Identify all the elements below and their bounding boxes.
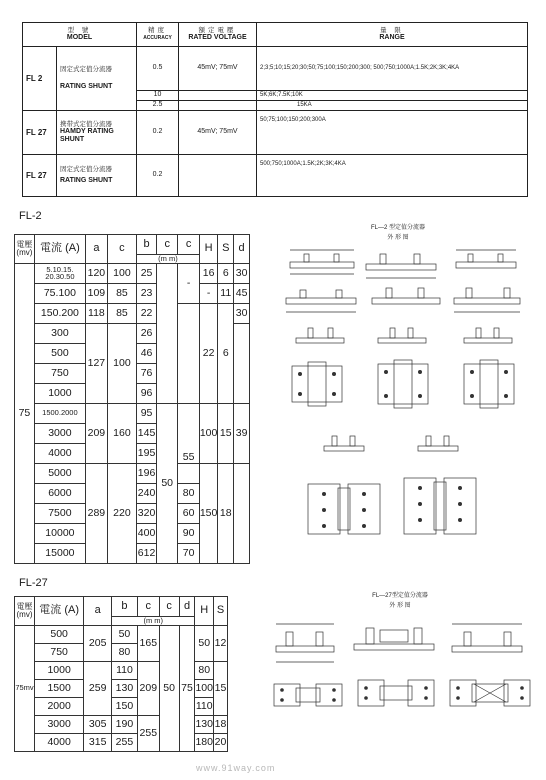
- fl2-h-current: 電流 (A): [34, 235, 85, 264]
- fl27-voltage: 45mV; 75mV: [179, 111, 257, 155]
- fl27-S-cell: 15: [213, 661, 227, 715]
- fl2-c-cell: 100: [107, 263, 136, 283]
- fl2-model: FL 2: [23, 47, 57, 111]
- fl27-S-cell: 18: [213, 715, 227, 733]
- fl2-S-cell: 18: [218, 463, 234, 563]
- fl27-h-d: d: [179, 597, 195, 617]
- fl27-h-c: c: [137, 597, 159, 617]
- fl27-h-c1: c: [159, 597, 179, 617]
- fl27-a-cell: 259: [84, 661, 112, 715]
- fl2-c2-cell: -: [178, 263, 199, 303]
- model-header: [23, 23, 137, 47]
- fl2-name-cn: 固定式定值分流器: [60, 65, 112, 73]
- fl2-current-cell: 500: [34, 343, 85, 363]
- fl27-b-cell: 190: [112, 715, 138, 733]
- fl27-h-current: 電流 (A): [34, 597, 83, 626]
- fl27-range: 50;75;100;150;200;300A: [257, 111, 528, 155]
- fl2-h-c2: c: [178, 235, 199, 255]
- fl2-current-cell: 5.10.15. 20.30.50: [34, 263, 85, 283]
- fl27-name-en: HAMDY RATING SHUNT: [60, 128, 114, 144]
- fl2-accuracy-3: 2.5: [137, 101, 179, 111]
- fl2-c2-cell: 70: [178, 543, 199, 563]
- fl2-current-cell: 300: [34, 323, 85, 343]
- fl27-a-cell: 205: [84, 625, 112, 661]
- fl2-c1-cell: 50: [156, 403, 177, 563]
- fl27-h-voltage: 電壓 (mv): [15, 597, 35, 626]
- fl2-a-cell: 120: [86, 263, 108, 283]
- fl27-current-cell: 750: [34, 643, 83, 661]
- fl27-current-cell: 1000: [34, 661, 83, 679]
- fl2-d-cell: [234, 323, 250, 403]
- fl2-b-cell: 196: [137, 463, 157, 483]
- fl2-h-b: b: [137, 235, 157, 255]
- fl2-c-cell: 85: [107, 283, 136, 303]
- voltage-header: [179, 23, 257, 47]
- fl2-current-cell: 4000: [34, 443, 85, 463]
- fl27-name: [57, 111, 137, 155]
- fl2-h-a: a: [86, 235, 108, 264]
- fl2-a-cell: 289: [86, 463, 108, 563]
- fl2-H-cell: 150: [199, 463, 218, 563]
- fl2-c2-cell: 60: [178, 503, 199, 523]
- accuracy-header-en: ACCURACY: [143, 35, 172, 42]
- fl2-current-cell: 75.100: [34, 283, 85, 303]
- fl27-H-cell: 110: [195, 697, 214, 715]
- watermark-text: www.91way.com: [196, 763, 276, 773]
- fl2-d-cell: 30: [234, 303, 250, 323]
- fl2-outline-drawings: [268, 216, 536, 536]
- fl2-range-2: 5K;6K;7.5K;10K: [257, 91, 528, 101]
- fl2-b-cell: 320: [137, 503, 157, 523]
- fl2-figure-subtitle: 外 形 图: [387, 235, 409, 241]
- fl27-H-cell: 50: [195, 625, 214, 661]
- fl2-range-3: 15KA: [257, 101, 528, 111]
- fl27-model: FL 27: [23, 111, 57, 155]
- range-header-en: RANGE: [379, 34, 405, 42]
- fl2-b-cell: 23: [137, 283, 157, 303]
- fl2-h-d: d: [234, 235, 250, 264]
- voltage-header-cn: 額定電壓: [198, 26, 237, 34]
- fl2-h-S: S: [218, 235, 234, 264]
- fl2-a-cell: 109: [86, 283, 108, 303]
- fl27-b-cell: 80: [112, 643, 138, 661]
- fl2-c2-cell: 55: [178, 403, 199, 463]
- fl2-voltage-cell: 75: [15, 263, 35, 563]
- fl2-current-cell: 5000: [34, 463, 85, 483]
- fl27-unit: (m m): [112, 617, 195, 626]
- fl27-current-cell: 2000: [34, 697, 83, 715]
- fl2-voltage-2: [179, 91, 257, 101]
- fl2-current-cell: 15000: [34, 543, 85, 563]
- model-header-cn: 型 號: [67, 26, 92, 34]
- accuracy-header: [137, 23, 179, 47]
- fl2-b-cell: 195: [137, 443, 157, 463]
- fl2-c2-cell: 80: [178, 483, 199, 503]
- fl2-c2-cell: [178, 303, 199, 403]
- fl2-current-cell: 1500.2000: [34, 403, 85, 423]
- fl27-b-cell: 130: [112, 679, 138, 697]
- fl27-c-cell: 165: [137, 625, 159, 661]
- fl27-current-cell: 500: [34, 625, 83, 643]
- fl2-h-c: c: [107, 235, 136, 264]
- fl27-drawings-svg: [262, 584, 540, 734]
- fl27-accuracy: 0.2: [137, 111, 179, 155]
- fl27-H-cell: 180: [195, 733, 214, 751]
- fl2-H-cell: -: [199, 283, 218, 303]
- fl27-b-cell: 150: [112, 697, 138, 715]
- fl2-d-cell: 39: [234, 403, 250, 463]
- fl2-c-cell: 85: [107, 303, 136, 323]
- fl2-S-cell: 6: [218, 263, 234, 283]
- fl2-d-cell: 30: [234, 263, 250, 283]
- fl27-current-cell: 4000: [34, 733, 83, 751]
- fl2-H-cell: 100: [199, 403, 218, 463]
- fl27b-name-en: RATING SHUNT: [60, 177, 113, 185]
- fl27b-accuracy: 0.2: [137, 155, 179, 197]
- fl2-b-cell: 25: [137, 263, 157, 283]
- range-header-cn: 量 限: [380, 26, 404, 34]
- fl2-c-cell: 100: [107, 323, 136, 403]
- fl27-dimension-table: [14, 596, 228, 752]
- fl2-accuracy-2: 10: [137, 91, 179, 101]
- accuracy-header-cn: 精度: [148, 26, 167, 34]
- fl27-voltage-cell: 75mv: [15, 625, 35, 751]
- fl27-a-cell: 305: [84, 715, 112, 733]
- fl2-c1-cell: [156, 263, 177, 403]
- fl2-drawings-svg: [268, 216, 536, 536]
- fl27b-range: 500;750;1000A;1.5K;2K;3K;4KA: [257, 155, 528, 197]
- fl2-b-cell: 95: [137, 403, 157, 423]
- fl2-c-cell: 160: [107, 403, 136, 463]
- fl2-S-cell: 15: [218, 403, 234, 463]
- fl27-b-cell: 50: [112, 625, 138, 643]
- fl2-d-cell: 45: [234, 283, 250, 303]
- fl27-h-a: a: [84, 597, 112, 626]
- fl27-name-cn: 携带式定值分流器: [60, 120, 112, 128]
- fl2-name-en: RATING SHUNT: [60, 83, 113, 91]
- spec-table: [22, 22, 528, 197]
- fl2-h-H: H: [199, 235, 218, 264]
- fl2-unit: (m m): [137, 255, 200, 264]
- voltage-header-en: RATED VOLTAGE: [188, 34, 247, 42]
- fl2-b-cell: 76: [137, 363, 157, 383]
- fl27-h-b: b: [112, 597, 138, 617]
- fl2-current-cell: 750: [34, 363, 85, 383]
- fl27b-name: [57, 155, 137, 197]
- fl27-H-cell: 130: [195, 715, 214, 733]
- fl27-current-cell: 1500: [34, 679, 83, 697]
- fl2-current-cell: 10000: [34, 523, 85, 543]
- fl2-b-cell: 400: [137, 523, 157, 543]
- model-header-en: MODEL: [66, 34, 93, 42]
- fl27b-name-cn: 固定式定值分流器: [60, 165, 112, 173]
- fl2-h-c1: c: [156, 235, 177, 255]
- fl2-current-cell: 6000: [34, 483, 85, 503]
- fl27-h-S: S: [213, 597, 227, 626]
- fl2-range: 2;3;5;10;15;20;30;50;75;100;150;200;300; 500;750;1000A;1.5K;2K;3K;4KA: [257, 47, 528, 91]
- fl27-section-title: FL-27: [19, 577, 48, 589]
- fl27-H-cell: 100: [195, 679, 214, 697]
- fl27-figure-subtitle: 外 形 图: [389, 603, 411, 609]
- fl27-S-cell: 12: [213, 625, 227, 661]
- fl2-h-voltage: 電壓 (mv): [15, 235, 35, 264]
- fl2-H-cell: 16: [199, 263, 218, 283]
- fl2-b-cell: 46: [137, 343, 157, 363]
- fl2-current-cell: 3000: [34, 423, 85, 443]
- fl2-figure-title: FL—2 型定值分流器: [370, 225, 425, 231]
- fl2-a-cell: 127: [86, 323, 108, 403]
- fl2-S-cell: 6: [218, 303, 234, 403]
- fl2-dimension-table: [14, 234, 250, 564]
- fl27-S-cell: 20: [213, 733, 227, 751]
- fl2-b-cell: 145: [137, 423, 157, 443]
- fl27-outline-drawings: [262, 584, 540, 734]
- fl2-a-cell: 209: [86, 403, 108, 463]
- fl2-current-cell: 150.200: [34, 303, 85, 323]
- fl2-b-cell: 96: [137, 383, 157, 403]
- fl2-c-cell: 220: [107, 463, 136, 563]
- fl2-accuracy: 0.5: [137, 47, 179, 91]
- fl27-b-cell: 110: [112, 661, 138, 679]
- fl2-S-cell: 11: [218, 283, 234, 303]
- fl2-voltage: 45mV; 75mV: [179, 47, 257, 91]
- fl2-b-cell: 612: [137, 543, 157, 563]
- range-header: [257, 23, 528, 47]
- fl2-b-cell: 240: [137, 483, 157, 503]
- fl27-c-cell: 255: [137, 715, 159, 751]
- fl27-H-cell: 80: [195, 661, 214, 679]
- fl27-figure-title: FL—27型定值分流器: [372, 593, 428, 599]
- fl2-H-cell: 22: [199, 303, 218, 403]
- fl27-c-cell: 209: [137, 661, 159, 715]
- fl27-a-cell: 315: [84, 733, 112, 751]
- fl2-d-cell: [234, 463, 250, 563]
- fl2-c2-cell: 90: [178, 523, 199, 543]
- fl2-current-cell: 1000: [34, 383, 85, 403]
- fl2-voltage-3: [179, 101, 257, 111]
- fl2-b-cell: 26: [137, 323, 157, 343]
- fl2-current-cell: 7500: [34, 503, 85, 523]
- fl2-section-title: FL-2: [19, 210, 42, 222]
- fl27-c1-cell: 50: [159, 625, 179, 751]
- fl2-b-cell: 22: [137, 303, 157, 323]
- fl27b-voltage: [179, 155, 257, 197]
- fl27-current-cell: 3000: [34, 715, 83, 733]
- fl2-name: [57, 47, 137, 111]
- fl27-b-cell: 255: [112, 733, 138, 751]
- fl27b-model: FL 27: [23, 155, 57, 197]
- fl2-a-cell: 118: [86, 303, 108, 323]
- fl27-d-cell: 75: [179, 625, 195, 751]
- fl2-c2-cell: [178, 463, 199, 483]
- fl27-h-H: H: [195, 597, 214, 626]
